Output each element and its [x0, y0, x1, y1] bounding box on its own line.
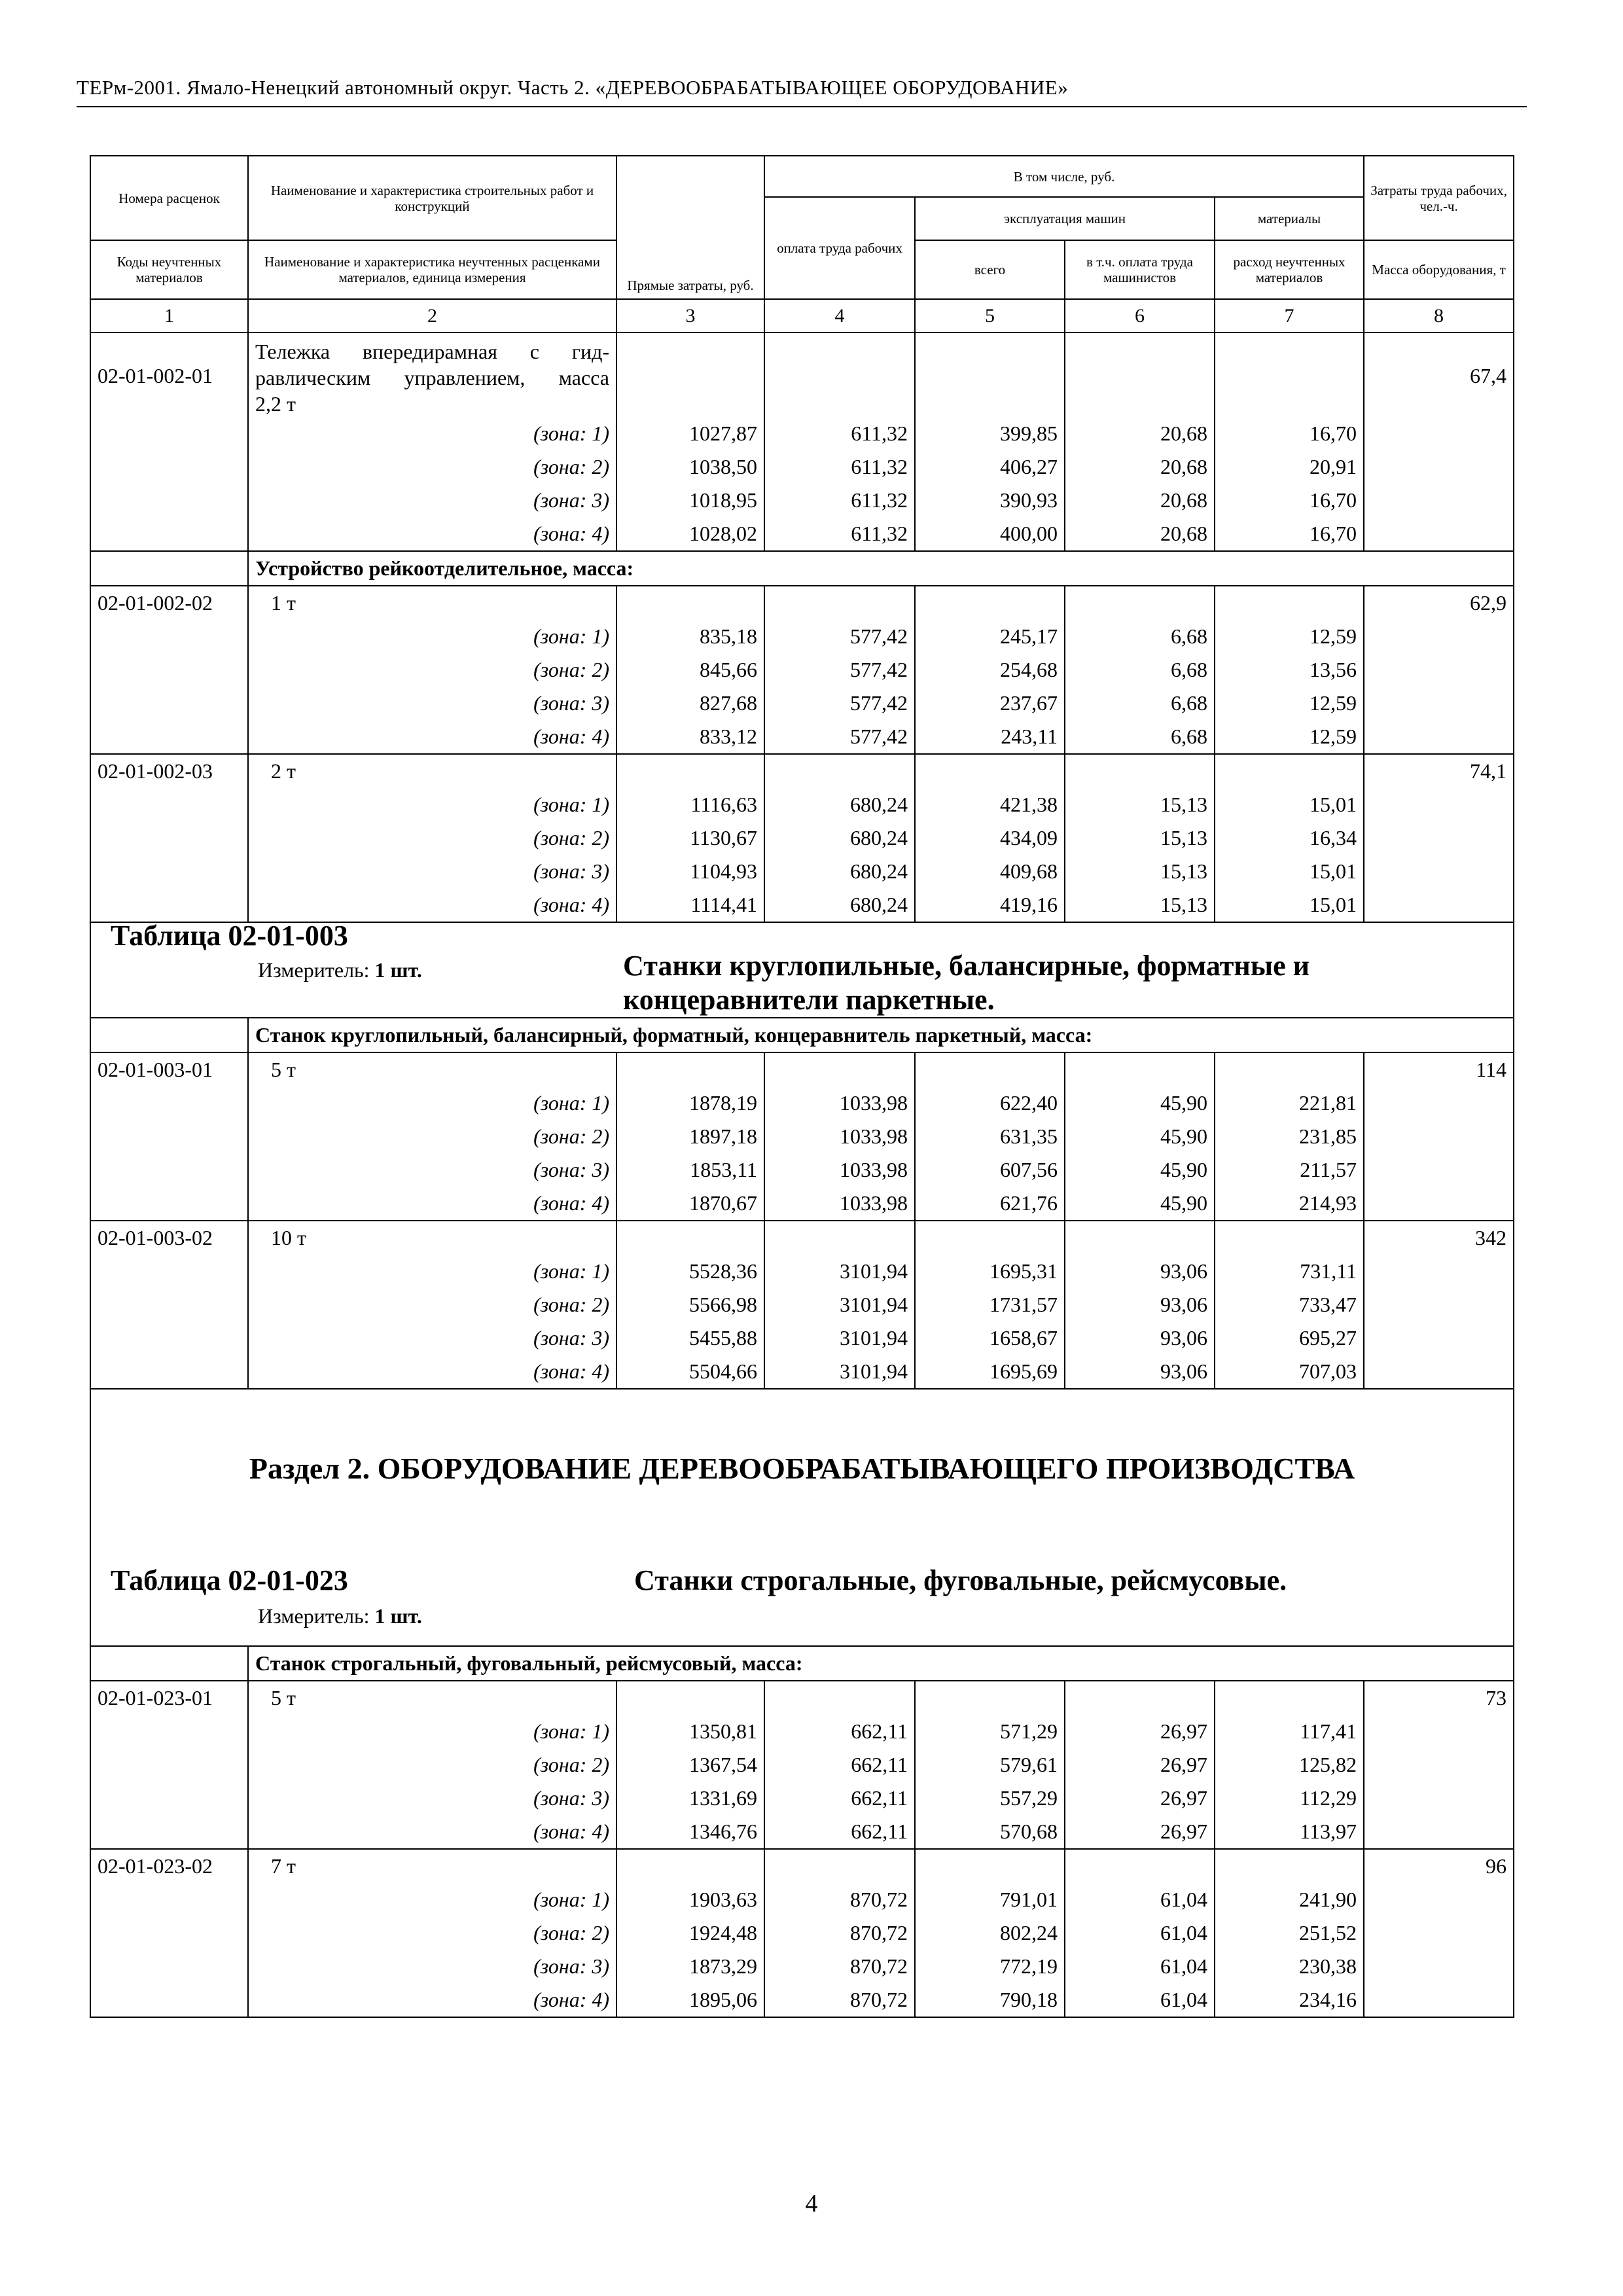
direct-cost: 1114,41	[616, 888, 764, 922]
zone-rows	[90, 1086, 1514, 1221]
zone-row	[90, 1916, 1514, 1950]
zone-row	[90, 417, 1514, 450]
worker-wages: 611,32	[764, 417, 915, 450]
zone-row	[90, 788, 1514, 821]
zone-label: (зона: 3)	[248, 687, 616, 720]
worker-wages: 662,11	[764, 1782, 915, 1815]
zone-rows	[90, 417, 1514, 551]
machine-cost: 570,68	[915, 1815, 1065, 1849]
machine-cost: 400,00	[915, 517, 1065, 551]
group-title-row	[90, 1646, 1514, 1681]
machine-cost: 791,01	[915, 1883, 1065, 1916]
operator-wages: 45,90	[1065, 1086, 1215, 1120]
worker-wages: 662,11	[764, 1815, 915, 1849]
rate-code: 02-01-023-02	[90, 1849, 248, 1883]
machine-cost: 802,24	[915, 1916, 1065, 1950]
materials-cost: 733,47	[1215, 1288, 1364, 1321]
table-title: Станки строгальные, фуговальные, рейсмусовые.	[634, 1564, 1287, 1596]
column-number: 2	[248, 299, 616, 332]
machine-cost: 390,93	[915, 484, 1065, 517]
operator-wages: 26,97	[1065, 1782, 1215, 1815]
zone-label: (зона: 2)	[248, 450, 616, 484]
rate-name: 7 т	[248, 1849, 616, 1883]
direct-cost: 1331,69	[616, 1782, 764, 1815]
machine-cost: 409,68	[915, 855, 1065, 888]
table-label	[90, 922, 616, 1018]
materials-cost: 16,70	[1215, 484, 1364, 517]
rate-name-line: 2,2 т	[255, 392, 296, 416]
direct-cost: 1853,11	[616, 1153, 764, 1187]
worker-wages: 3101,94	[764, 1355, 915, 1389]
operator-wages: 20,68	[1065, 517, 1215, 551]
operator-wages: 15,13	[1065, 855, 1215, 888]
zone-row	[90, 1288, 1514, 1321]
machine-cost: 1695,69	[915, 1355, 1065, 1389]
labor-cost: 67,4	[1364, 332, 1514, 417]
worker-wages: 577,42	[764, 620, 915, 653]
materials-cost: 707,03	[1215, 1355, 1364, 1389]
direct-cost: 833,12	[616, 720, 764, 754]
materials-cost: 16,34	[1215, 821, 1364, 855]
materials-cost: 214,93	[1215, 1187, 1364, 1221]
machine-cost: 790,18	[915, 1983, 1065, 2017]
machine-cost: 579,61	[915, 1748, 1065, 1782]
rate-title-row	[90, 1052, 1514, 1086]
worker-wages: 680,24	[764, 788, 915, 821]
column-number: 3	[616, 299, 764, 332]
column-numbers-row	[90, 299, 1514, 332]
direct-cost: 827,68	[616, 687, 764, 720]
column-number: 7	[1215, 299, 1364, 332]
machine-cost: 1658,67	[915, 1321, 1065, 1355]
zone-label: (зона: 2)	[248, 821, 616, 855]
zone-row	[90, 1983, 1514, 2017]
group-title-row	[90, 551, 1514, 586]
zone-label: (зона: 3)	[248, 1950, 616, 1983]
direct-cost: 845,66	[616, 653, 764, 687]
direct-cost: 5455,88	[616, 1321, 764, 1355]
direct-cost: 1038,50	[616, 450, 764, 484]
rate-title-row	[90, 586, 1514, 620]
unit-line	[111, 957, 610, 983]
zone-label: (зона: 3)	[248, 1153, 616, 1187]
materials-cost: 117,41	[1215, 1715, 1364, 1748]
zone-label: (зона: 4)	[248, 1815, 616, 1849]
rate-title-row	[90, 1849, 1514, 1883]
machine-cost: 607,56	[915, 1153, 1065, 1187]
zone-label: (зона: 3)	[248, 484, 616, 517]
operator-wages: 45,90	[1065, 1187, 1215, 1221]
zone-label: (зона: 4)	[248, 1983, 616, 2017]
operator-wages: 6,68	[1065, 620, 1215, 653]
worker-wages: 1033,98	[764, 1153, 915, 1187]
col7-header: расход неучтенных материалов	[1215, 240, 1364, 299]
materials-cost: 211,57	[1215, 1153, 1364, 1187]
machine-cost: 571,29	[915, 1715, 1065, 1748]
zone-rows	[90, 1715, 1514, 1849]
zone-row	[90, 888, 1514, 922]
operator-wages: 61,04	[1065, 1950, 1215, 1983]
operator-wages: 93,06	[1065, 1288, 1215, 1321]
machine-cost: 1695,31	[915, 1255, 1065, 1288]
rate-name	[248, 332, 616, 417]
zone-label: (зона: 1)	[248, 1715, 616, 1748]
zone-label: (зона: 2)	[248, 653, 616, 687]
rates-table-wrapper	[90, 155, 1513, 2018]
group-title-row	[90, 1018, 1514, 1052]
zone-label: (зона: 2)	[248, 1748, 616, 1782]
column-number: 5	[915, 299, 1065, 332]
operator-wages: 26,97	[1065, 1748, 1215, 1782]
direct-cost: 1873,29	[616, 1950, 764, 1983]
worker-wages: 662,11	[764, 1748, 915, 1782]
section-row	[90, 1389, 1514, 1646]
direct-cost: 5504,66	[616, 1355, 764, 1389]
rate-title-row	[90, 332, 1514, 417]
col3-header: Прямые затраты, руб.	[616, 156, 764, 299]
zone-row	[90, 1086, 1514, 1120]
rate-code: 02-01-003-02	[90, 1221, 248, 1255]
table-label: Таблица 02-01-023	[111, 1564, 348, 1596]
materials-cost: 251,52	[1215, 1916, 1364, 1950]
machines-header: эксплуатация машин	[915, 197, 1215, 240]
operator-wages: 20,68	[1065, 450, 1215, 484]
col1-header-bottom: Коды неучтенных материалов	[90, 240, 248, 299]
group-title: Станок строгальный, фуговальный, рейсмусовый, масса:	[248, 1646, 1514, 1681]
direct-cost: 1104,93	[616, 855, 764, 888]
unit-value: 1 шт.	[374, 1604, 422, 1628]
zone-row	[90, 1748, 1514, 1782]
column-number: 4	[764, 299, 915, 332]
rate-title-row	[90, 1681, 1514, 1715]
section-block	[90, 1389, 1514, 1646]
machine-cost: 399,85	[915, 417, 1065, 450]
worker-wages: 3101,94	[764, 1255, 915, 1288]
direct-cost: 1924,48	[616, 1916, 764, 1950]
unit-label: Измеритель:	[258, 1604, 370, 1628]
col1-header-top: Номера расценок	[90, 156, 248, 240]
zone-label: (зона: 4)	[248, 1187, 616, 1221]
zone-row	[90, 1950, 1514, 1983]
column-number: 1	[90, 299, 248, 332]
machine-cost: 772,19	[915, 1950, 1065, 1983]
materials-cost: 234,16	[1215, 1983, 1364, 2017]
rate-code: 02-01-003-01	[90, 1052, 248, 1086]
machine-cost: 621,76	[915, 1187, 1065, 1221]
header-row-1	[90, 156, 1514, 197]
worker-wages: 1033,98	[764, 1187, 915, 1221]
zone-row	[90, 1255, 1514, 1288]
labor-cost: 342	[1364, 1221, 1514, 1255]
zone-row	[90, 1782, 1514, 1815]
worker-wages: 870,72	[764, 1883, 915, 1916]
worker-wages: 680,24	[764, 821, 915, 855]
rate-name-line: равлическим управлением, масса	[255, 366, 609, 389]
column-number: 6	[1065, 299, 1215, 332]
group-title: Станок круглопильный, балансирный, форматный, концеравнитель паркетный, масса:	[248, 1018, 1514, 1052]
zone-row	[90, 855, 1514, 888]
col5-header: всего	[915, 240, 1065, 299]
machine-cost: 419,16	[915, 888, 1065, 922]
rate-title-row	[90, 754, 1514, 788]
worker-wages: 680,24	[764, 855, 915, 888]
direct-cost: 1116,63	[616, 788, 764, 821]
rate-name: 10 т	[248, 1221, 616, 1255]
materials-cost: 112,29	[1215, 1782, 1364, 1815]
operator-wages: 15,13	[1065, 788, 1215, 821]
operator-wages: 6,68	[1065, 720, 1215, 754]
operator-wages: 45,90	[1065, 1120, 1215, 1153]
direct-cost: 1018,95	[616, 484, 764, 517]
table-title-line: концеравнители паркетные.	[623, 984, 995, 1016]
unit-value: 1 шт.	[374, 958, 422, 982]
direct-cost: 1897,18	[616, 1120, 764, 1153]
table-title	[616, 922, 1514, 1018]
zone-label: (зона: 4)	[248, 1355, 616, 1389]
operator-wages: 61,04	[1065, 1916, 1215, 1950]
rate-name: 1 т	[248, 586, 616, 620]
direct-cost: 5566,98	[616, 1288, 764, 1321]
zone-row	[90, 484, 1514, 517]
machine-cost: 1731,57	[915, 1288, 1065, 1321]
materials-cost: 731,11	[1215, 1255, 1364, 1288]
operator-wages: 26,97	[1065, 1815, 1215, 1849]
labor-cost: 96	[1364, 1849, 1514, 1883]
zone-row	[90, 1187, 1514, 1221]
zone-label: (зона: 4)	[248, 720, 616, 754]
operator-wages: 15,13	[1065, 821, 1215, 855]
direct-cost: 1130,67	[616, 821, 764, 855]
rate-code: 02-01-002-01	[90, 332, 248, 417]
col2-header-top: Наименование и характеристика строительных работ и конструкций	[248, 156, 616, 240]
operator-wages: 45,90	[1065, 1153, 1215, 1187]
zone-row	[90, 1153, 1514, 1187]
rate-name: 5 т	[248, 1052, 616, 1086]
operator-wages: 15,13	[1065, 888, 1215, 922]
including-header: В том числе, руб.	[764, 156, 1364, 197]
zone-label: (зона: 3)	[248, 855, 616, 888]
machine-cost: 237,67	[915, 687, 1065, 720]
col8-header-top: Затраты труда рабочих, чел.-ч.	[1364, 156, 1514, 240]
worker-wages: 611,32	[764, 517, 915, 551]
zone-row	[90, 1715, 1514, 1748]
zone-label: (зона: 3)	[248, 1321, 616, 1355]
machine-cost: 421,38	[915, 788, 1065, 821]
zone-row	[90, 1815, 1514, 1849]
direct-cost: 1367,54	[616, 1748, 764, 1782]
operator-wages: 93,06	[1065, 1355, 1215, 1389]
labor-cost: 114	[1364, 1052, 1514, 1086]
zone-label: (зона: 1)	[248, 620, 616, 653]
materials-cost: 241,90	[1215, 1883, 1364, 1916]
materials-cost: 16,70	[1215, 517, 1364, 551]
operator-wages: 93,06	[1065, 1321, 1215, 1355]
col4-header: оплата труда рабочих	[764, 197, 915, 299]
materials-cost: 20,91	[1215, 450, 1364, 484]
direct-cost: 1028,02	[616, 517, 764, 551]
worker-wages: 577,42	[764, 653, 915, 687]
machine-cost: 243,11	[915, 720, 1065, 754]
direct-cost: 1870,67	[616, 1187, 764, 1221]
materials-cost: 12,59	[1215, 720, 1364, 754]
worker-wages: 870,72	[764, 1950, 915, 1983]
rate-name-line: Тележка впередирамная с гид-	[255, 340, 609, 363]
machine-cost: 557,29	[915, 1782, 1065, 1815]
zone-rows	[90, 620, 1514, 754]
operator-wages: 61,04	[1065, 1883, 1215, 1916]
zone-label: (зона: 2)	[248, 1120, 616, 1153]
materials-cost: 13,56	[1215, 653, 1364, 687]
labor-cost: 74,1	[1364, 754, 1514, 788]
worker-wages: 3101,94	[764, 1288, 915, 1321]
zone-label: (зона: 1)	[248, 1883, 616, 1916]
table023-title-block	[111, 1564, 1493, 1629]
labor-cost: 62,9	[1364, 586, 1514, 620]
zone-rows	[90, 1255, 1514, 1389]
materials-cost: 16,70	[1215, 417, 1364, 450]
worker-wages: 3101,94	[764, 1321, 915, 1355]
zone-label: (зона: 4)	[248, 888, 616, 922]
unit-label: Измеритель:	[258, 958, 370, 982]
column-number: 8	[1364, 299, 1514, 332]
worker-wages: 662,11	[764, 1715, 915, 1748]
operator-wages: 20,68	[1065, 417, 1215, 450]
operator-wages: 20,68	[1065, 484, 1215, 517]
table-title-row	[90, 922, 1514, 1018]
col2-header-bottom: Наименование и характеристика неучтенных расценками материалов, единица измерения	[248, 240, 616, 299]
zone-row	[90, 1883, 1514, 1916]
zone-row	[90, 687, 1514, 720]
rate-name: 5 т	[248, 1681, 616, 1715]
zone-label: (зона: 1)	[248, 1086, 616, 1120]
direct-cost: 1878,19	[616, 1086, 764, 1120]
materials-cost: 113,97	[1215, 1815, 1364, 1849]
rate-code: 02-01-023-01	[90, 1681, 248, 1715]
zone-label: (зона: 2)	[248, 1288, 616, 1321]
zone-label: (зона: 1)	[248, 417, 616, 450]
zone-label: (зона: 3)	[248, 1782, 616, 1815]
zone-label: (зона: 1)	[248, 788, 616, 821]
header-rule	[77, 106, 1527, 107]
direct-cost: 1346,76	[616, 1815, 764, 1849]
worker-wages: 611,32	[764, 450, 915, 484]
col8-header-bottom: Масса оборудования, т	[1364, 240, 1514, 299]
rate-title-row	[90, 1221, 1514, 1255]
machine-cost: 254,68	[915, 653, 1065, 687]
worker-wages: 870,72	[764, 1983, 915, 2017]
materials-cost: 15,01	[1215, 788, 1364, 821]
operator-wages: 6,68	[1065, 687, 1215, 720]
materials-cost: 12,59	[1215, 620, 1364, 653]
worker-wages: 577,42	[764, 720, 915, 754]
rate-code: 02-01-002-03	[90, 754, 248, 788]
worker-wages: 870,72	[764, 1916, 915, 1950]
materials-cost: 231,85	[1215, 1120, 1364, 1153]
worker-wages: 1033,98	[764, 1086, 915, 1120]
materials-cost: 15,01	[1215, 855, 1364, 888]
materials-header: материалы	[1215, 197, 1364, 240]
zone-row	[90, 653, 1514, 687]
operator-wages: 93,06	[1065, 1255, 1215, 1288]
zone-rows	[90, 788, 1514, 922]
page-number: 4	[805, 2190, 818, 2217]
direct-cost: 835,18	[616, 620, 764, 653]
worker-wages: 611,32	[764, 484, 915, 517]
materials-cost: 230,38	[1215, 1950, 1364, 1983]
worker-wages: 680,24	[764, 888, 915, 922]
zone-rows	[90, 1883, 1514, 2017]
operator-wages: 61,04	[1065, 1983, 1215, 2017]
machine-cost: 245,17	[915, 620, 1065, 653]
materials-cost: 221,81	[1215, 1086, 1364, 1120]
zone-row	[90, 1120, 1514, 1153]
direct-cost: 1903,63	[616, 1883, 764, 1916]
materials-cost: 15,01	[1215, 888, 1364, 922]
zone-row	[90, 517, 1514, 551]
section-title: Раздел 2. ОБОРУДОВАНИЕ ДЕРЕВООБРАБАТЫВАЮЩЕГО ПРОИЗВОДСТВА	[249, 1452, 1355, 1485]
unit-line	[258, 1600, 422, 1633]
table-label-text: Таблица 02-01-003	[111, 920, 348, 952]
zone-row	[90, 720, 1514, 754]
direct-cost: 1350,81	[616, 1715, 764, 1748]
direct-cost: 5528,36	[616, 1255, 764, 1288]
running-header: ТЕРм-2001. Ямало-Ненецкий автономный округ. Часть 2. «ДЕРЕВООБРАБАТЫВАЮЩЕЕ ОБОРУДОВАНИЕ»	[77, 76, 1069, 99]
machine-cost: 622,40	[915, 1086, 1065, 1120]
table-title-line: Станки круглопильные, балансирные, форматные и	[623, 950, 1310, 982]
rates-table	[90, 155, 1514, 2018]
worker-wages: 1033,98	[764, 1120, 915, 1153]
materials-cost: 695,27	[1215, 1321, 1364, 1355]
labor-cost: 73	[1364, 1681, 1514, 1715]
zone-row	[90, 620, 1514, 653]
machine-cost: 434,09	[915, 821, 1065, 855]
operator-wages: 6,68	[1065, 653, 1215, 687]
operator-wages: 26,97	[1065, 1715, 1215, 1748]
materials-cost: 12,59	[1215, 687, 1364, 720]
zone-label: (зона: 4)	[248, 517, 616, 551]
col6-header: в т.ч. оплата труда машинистов	[1065, 240, 1215, 299]
rate-code: 02-01-002-02	[90, 586, 248, 620]
rate-name: 2 т	[248, 754, 616, 788]
machine-cost: 631,35	[915, 1120, 1065, 1153]
direct-cost: 1027,87	[616, 417, 764, 450]
worker-wages: 577,42	[764, 687, 915, 720]
zone-row	[90, 821, 1514, 855]
materials-cost: 125,82	[1215, 1748, 1364, 1782]
zone-row	[90, 1321, 1514, 1355]
zone-row	[90, 450, 1514, 484]
zone-row	[90, 1355, 1514, 1389]
zone-label: (зона: 1)	[248, 1255, 616, 1288]
direct-cost: 1895,06	[616, 1983, 764, 2017]
machine-cost: 406,27	[915, 450, 1065, 484]
zone-label: (зона: 2)	[248, 1916, 616, 1950]
group-title: Устройство рейкоотделительное, масса:	[248, 551, 1514, 586]
